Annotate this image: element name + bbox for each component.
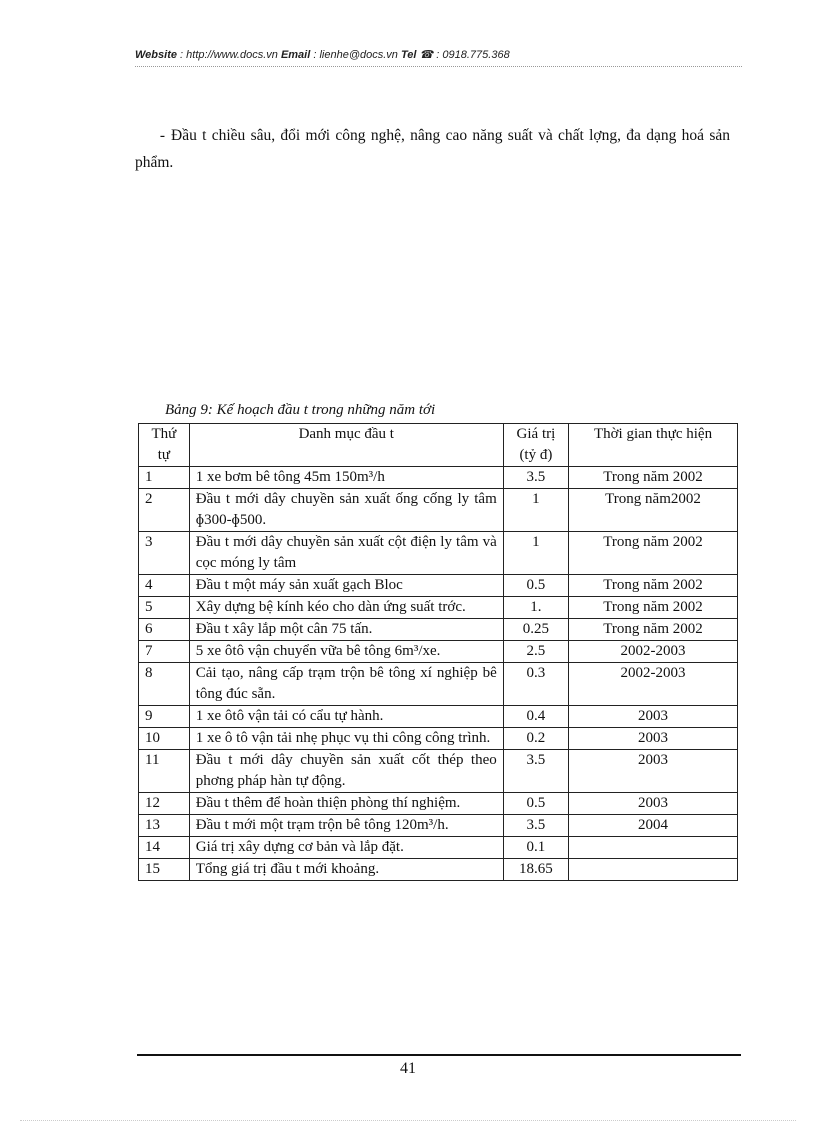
row-time: 2003: [569, 706, 738, 728]
table-row: [139, 489, 738, 532]
row-value: 3.5: [503, 750, 568, 793]
row-item: Tổng giá trị đầu t mới khoảng.: [189, 859, 503, 881]
row-item: Giá trị xây dựng cơ bản và lắp đặt.: [189, 837, 503, 859]
header-time: Thời gian thực hiện: [569, 424, 738, 467]
row-value: 0.2: [503, 728, 568, 750]
row-value: 0.5: [503, 793, 568, 815]
header-item: Danh mục đầu t: [189, 424, 503, 467]
row-time: 2004: [569, 815, 738, 837]
row-value: 3.5: [503, 815, 568, 837]
row-value: 1: [503, 489, 568, 532]
body-paragraph: [135, 122, 730, 176]
row-value: 0.4: [503, 706, 568, 728]
paragraph-text: Đầu t chiều sâu, đổi mới công nghệ, nâng cao năng suất và chất lợng, đa dạng hoá sản phẩm.: [135, 127, 730, 171]
email-label: Email: [280, 49, 311, 61]
row-value: 0.25: [503, 619, 568, 641]
table-row: [139, 706, 738, 728]
row-no: 9: [139, 706, 190, 728]
row-item: Đầu t mới dây chuyền sản xuất ống cống ly tâm ɸ300-ɸ500.: [189, 489, 503, 532]
tel-value: ☎ : 0918.775.368: [419, 49, 510, 61]
row-value: 2.5: [503, 641, 568, 663]
row-no: 10: [139, 728, 190, 750]
row-time: [569, 837, 738, 859]
row-time: 2003: [569, 750, 738, 793]
row-item: Đầu t mới dây chuyền sản xuất cốt thép theo phơng pháp hàn tự động.: [189, 750, 503, 793]
page-number: 41: [400, 1060, 416, 1077]
row-item: 1 xe ô tô vận tải nhẹ phục vụ thi công công trình.: [189, 728, 503, 750]
table-row: [139, 532, 738, 575]
row-value: 0.3: [503, 663, 568, 706]
table-row: [139, 663, 738, 706]
row-item: Đầu t thêm để hoàn thiện phòng thí nghiệm.: [189, 793, 503, 815]
row-item: Đầu t mới dây chuyền sản xuất cột điện ly tâm và cọc móng ly tâm: [189, 532, 503, 575]
website-value[interactable]: : http://www.docs.vn: [180, 49, 278, 61]
bullet-marker: -: [159, 127, 165, 144]
table-row: [139, 728, 738, 750]
table-header-row: [139, 424, 738, 467]
row-item: 1 xe bơm bê tông 45m 150m³/h: [189, 467, 503, 489]
row-no: 6: [139, 619, 190, 641]
row-time: 2003: [569, 793, 738, 815]
table-row: [139, 793, 738, 815]
row-no: 4: [139, 575, 190, 597]
row-no: 14: [139, 837, 190, 859]
row-no: 5: [139, 597, 190, 619]
row-time: [569, 859, 738, 881]
header-value: Giá trị (tỷ đ): [503, 424, 568, 467]
row-time: Trong năm 2002: [569, 619, 738, 641]
row-time: Trong năm 2002: [569, 532, 738, 575]
table-row: [139, 619, 738, 641]
table-caption: Bảng 9: Kế hoạch đầu t trong những năm tới: [165, 402, 436, 418]
footer-divider: [137, 1054, 741, 1056]
table-row: [139, 750, 738, 793]
table-row: [139, 597, 738, 619]
row-item: Cải tạo, nâng cấp trạm trộn bê tông xí nghiệp bê tông đúc sẵn.: [189, 663, 503, 706]
row-value: 1: [503, 532, 568, 575]
row-time: 2002-2003: [569, 641, 738, 663]
investment-plan-table: [138, 423, 738, 881]
row-no: 13: [139, 815, 190, 837]
table-row: [139, 837, 738, 859]
row-value: 18.65: [503, 859, 568, 881]
row-value: 0.5: [503, 575, 568, 597]
row-value: 1.: [503, 597, 568, 619]
row-item: 1 xe ôtô vận tải có cẩu tự hành.: [189, 706, 503, 728]
row-time: Trong năm 2002: [569, 597, 738, 619]
row-no: 11: [139, 750, 190, 793]
row-no: 7: [139, 641, 190, 663]
row-no: 12: [139, 793, 190, 815]
row-time: 2003: [569, 728, 738, 750]
row-time: 2002-2003: [569, 663, 738, 706]
row-item: Đầu t mới một trạm trộn bê tông 120m³/h.: [189, 815, 503, 837]
table-row: [139, 815, 738, 837]
page-header: [135, 48, 742, 61]
row-time: Trong năm2002: [569, 489, 738, 532]
row-no: 3: [139, 532, 190, 575]
row-item: Xây dựng bệ kính kéo cho dàn ứng suất trớc.: [189, 597, 503, 619]
table-row: [139, 859, 738, 881]
page-bottom-edge: [20, 1120, 796, 1121]
row-item: 5 xe ôtô vận chuyển vữa bê tông 6m³/xe.: [189, 641, 503, 663]
header-divider: [135, 66, 742, 67]
email-value[interactable]: : lienhe@docs.vn: [313, 49, 398, 61]
table-body: [139, 467, 738, 881]
tel-label: Tel: [400, 49, 417, 61]
table-row: [139, 575, 738, 597]
row-item: Đầu t xây lắp một cân 75 tấn.: [189, 619, 503, 641]
row-time: Trong năm 2002: [569, 575, 738, 597]
row-no: 1: [139, 467, 190, 489]
website-label: Website: [135, 49, 177, 61]
row-value: 0.1: [503, 837, 568, 859]
row-item: Đầu t một máy sản xuất gạch Bloc: [189, 575, 503, 597]
row-no: 8: [139, 663, 190, 706]
row-no: 2: [139, 489, 190, 532]
row-no: 15: [139, 859, 190, 881]
header-no: Thứ tự: [139, 424, 190, 467]
table-row: [139, 467, 738, 489]
row-time: Trong năm 2002: [569, 467, 738, 489]
table-row: [139, 641, 738, 663]
row-value: 3.5: [503, 467, 568, 489]
